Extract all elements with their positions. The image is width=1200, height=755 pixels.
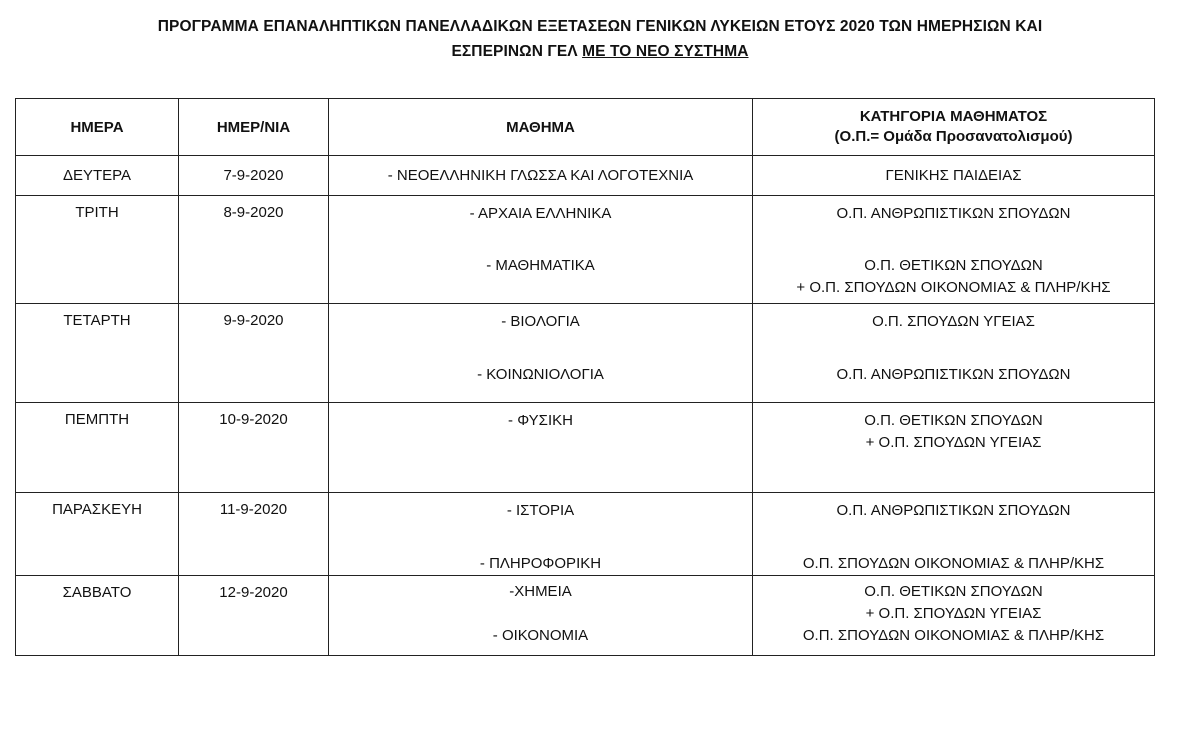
subject-entry: - ΑΡΧΑΙΑ ΕΛΛΗΝΙΚΑ xyxy=(469,205,612,222)
date-cell: 11-9-2020 xyxy=(179,493,329,576)
title-line-2 xyxy=(0,39,1200,64)
category-cell xyxy=(753,403,1155,493)
category-entry: Ο.Π. ΑΝΘΡΩΠΙΣΤΙΚΩΝ ΣΠΟΥΔΩΝ xyxy=(836,502,1071,519)
header-subject: ΜΑΘΗΜΑ xyxy=(329,99,753,156)
category-entry: Ο.Π. ΣΠΟΥΔΩΝ ΥΓΕΙΑΣ xyxy=(872,313,1035,330)
subject-cell: - ΝΕΟΕΛΛΗΝΙΚΗ ΓΛΩΣΣΑ ΚΑΙ ΛΟΓΟΤΕΧΝΙΑ xyxy=(329,156,753,196)
table-row xyxy=(16,576,1155,656)
title-underlined-phrase: ΜΕ ΤΟ ΝΕΟ ΣΥΣΤΗΜΑ xyxy=(582,43,749,60)
date-cell: 10-9-2020 xyxy=(179,403,329,493)
header-row xyxy=(16,99,1155,156)
category-entry: Ο.Π. ΘΕΤΙΚΩΝ ΣΠΟΥΔΩΝ xyxy=(864,257,1043,274)
date-cell: 12-9-2020 xyxy=(179,576,329,656)
document-title xyxy=(0,14,1200,64)
title-line-1: ΠΡΟΓΡΑΜΜΑ ΕΠΑΝΑΛΗΠΤΙΚΩΝ ΠΑΝΕΛΛΑΔΙΚΩΝ ΕΞΕΤΑΣΕΩΝ ΓΕΝΙΚΩΝ ΛΥΚΕΙΩΝ ΕΤΟΥΣ 2020 ΤΩΝ ΗΜΕΡΗΣΙΩΝ ΚΑΙ xyxy=(157,18,1043,35)
table-row xyxy=(16,304,1155,403)
table-row xyxy=(16,493,1155,576)
category-entry: Ο.Π. ΣΠΟΥΔΩΝ ΟΙΚΟΝΟΜΙΑΣ & ΠΛΗΡ/ΚΗΣ xyxy=(802,627,1105,644)
subject-cell xyxy=(329,576,753,656)
subject-entry: - ΠΛΗΡΟΦΟΡΙΚΗ xyxy=(479,555,602,572)
subject-cell xyxy=(329,304,753,403)
subject-entry: - ΒΙΟΛΟΓΙΑ xyxy=(501,313,580,330)
header-day: ΗΜΕΡΑ xyxy=(16,99,179,156)
category-entry: + Ο.Π. ΣΠΟΥΔΩΝ ΥΓΕΙΑΣ xyxy=(865,605,1042,622)
date-cell: 8-9-2020 xyxy=(179,196,329,304)
day-cell: ΠΕΜΠΤΗ xyxy=(16,403,179,493)
subject-cell xyxy=(329,196,753,304)
subject-entry: - ΙΣΤΟΡΙΑ xyxy=(506,502,575,519)
subject-entry: - ΜΑΘΗΜΑΤΙΚΑ xyxy=(486,257,595,274)
category-cell xyxy=(753,196,1155,304)
day-cell: ΣΑΒΒΑΤΟ xyxy=(16,576,179,656)
header-category-line1: ΚΑΤΗΓΟΡΙΑ ΜΑΘΗΜΑΤΟΣ xyxy=(859,108,1048,125)
title-line-2-prefix: ΕΣΠΕΡΙΝΩΝ ΓΕΛ xyxy=(451,43,583,60)
table-row xyxy=(16,196,1155,304)
header-category xyxy=(753,99,1155,156)
subject-entry: - ΟΙΚΟΝΟΜΙΑ xyxy=(492,627,589,644)
subject-cell xyxy=(329,403,753,493)
subject-cell xyxy=(329,493,753,576)
table-row xyxy=(16,403,1155,493)
subject-entry: - ΚΟΙΝΩΝΙΟΛΟΓΙΑ xyxy=(477,366,604,383)
day-cell: ΔΕΥΤΕΡΑ xyxy=(16,156,179,196)
category-cell xyxy=(753,576,1155,656)
day-cell: ΤΕΤΑΡΤΗ xyxy=(16,304,179,403)
date-cell: 9-9-2020 xyxy=(179,304,329,403)
header-date: ΗΜΕΡ/ΝΙΑ xyxy=(179,99,329,156)
category-cell xyxy=(753,493,1155,576)
category-entry: Ο.Π. ΑΝΘΡΩΠΙΣΤΙΚΩΝ ΣΠΟΥΔΩΝ xyxy=(836,366,1071,383)
table-row xyxy=(16,156,1155,196)
category-cell xyxy=(753,304,1155,403)
category-entry: Ο.Π. ΘΕΤΙΚΩΝ ΣΠΟΥΔΩΝ xyxy=(864,583,1043,600)
category-cell: ΓΕΝΙΚΗΣ ΠΑΙΔΕΙΑΣ xyxy=(753,156,1155,196)
category-entry: Ο.Π. ΣΠΟΥΔΩΝ ΟΙΚΟΝΟΜΙΑΣ & ΠΛΗΡ/ΚΗΣ xyxy=(802,555,1105,572)
category-entry: + Ο.Π. ΣΠΟΥΔΩΝ ΟΙΚΟΝΟΜΙΑΣ & ΠΛΗΡ/ΚΗΣ xyxy=(796,279,1111,296)
exam-schedule-table xyxy=(15,98,1155,656)
category-entry: Ο.Π. ΘΕΤΙΚΩΝ ΣΠΟΥΔΩΝ xyxy=(864,412,1043,429)
category-entry: + Ο.Π. ΣΠΟΥΔΩΝ ΥΓΕΙΑΣ xyxy=(865,434,1042,451)
subject-entry: -ΧΗΜΕΙΑ xyxy=(509,583,572,600)
day-cell: ΠΑΡΑΣΚΕΥΗ xyxy=(16,493,179,576)
category-entry: Ο.Π. ΑΝΘΡΩΠΙΣΤΙΚΩΝ ΣΠΟΥΔΩΝ xyxy=(836,205,1071,222)
header-category-line2: (Ο.Π.= Ομάδα Προσανατολισμού) xyxy=(834,128,1073,145)
date-cell: 7-9-2020 xyxy=(179,156,329,196)
day-cell: ΤΡΙΤΗ xyxy=(16,196,179,304)
subject-entry: - ΦΥΣΙΚΗ xyxy=(508,412,573,429)
